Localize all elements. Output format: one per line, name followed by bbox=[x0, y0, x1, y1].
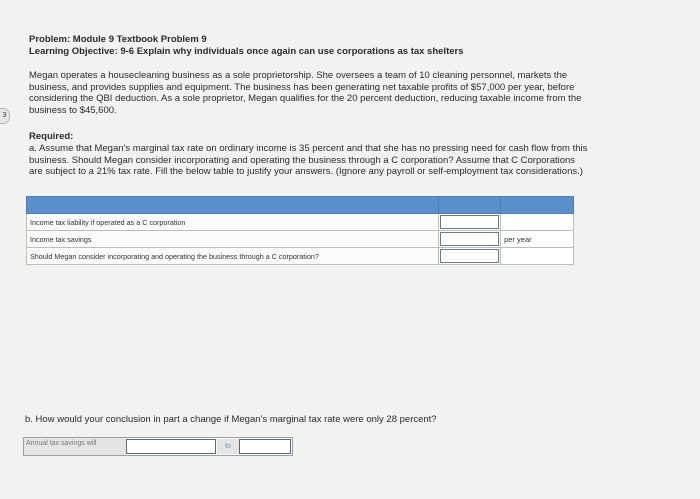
tax-liability-input[interactable] bbox=[440, 215, 499, 229]
table-row bbox=[27, 231, 574, 248]
description-line: considering the QBI deduction. As a sole proprietor, Megan qualifies for the 20 percent deduction, reducing taxable income from the bbox=[29, 93, 582, 104]
learning-objective: Learning Objective: 9-6 Explain why individuals once again can use corporations as tax shelters bbox=[29, 46, 464, 57]
table-row bbox=[27, 248, 574, 265]
part-b-answer-row bbox=[23, 437, 293, 456]
answer-table-a bbox=[26, 196, 574, 265]
connector-to: to bbox=[217, 439, 239, 454]
table-row bbox=[27, 214, 574, 231]
unit-cell bbox=[501, 248, 574, 265]
unit-cell bbox=[501, 214, 574, 231]
row-label: Income tax savings bbox=[27, 231, 439, 248]
side-step-badge: 3 bbox=[0, 108, 10, 124]
description-line: business, and provides supplies and equipment. The business has been generating net taxable profits of $57,000 per year, before bbox=[29, 81, 575, 93]
table-header-row bbox=[27, 197, 574, 214]
incorporate-answer-cell bbox=[439, 248, 501, 265]
row-label: Should Megan consider incorporating and operating the business through a C corporation? bbox=[27, 248, 439, 265]
part-a-instructions bbox=[29, 143, 694, 178]
incorporate-answer-select[interactable] bbox=[440, 249, 499, 263]
part-b-question: b. How would your conclusion in part a change if Megan's marginal tax rate were only 28 percent? bbox=[25, 414, 437, 425]
required-heading: Required: bbox=[29, 131, 74, 142]
header-cell bbox=[27, 197, 439, 214]
tax-savings-input-cell bbox=[439, 231, 501, 248]
tax-liability-input-cell bbox=[439, 214, 501, 231]
problem-description bbox=[29, 70, 689, 116]
part-b-label: Annual tax savings will bbox=[24, 438, 126, 455]
instruction-line: are subject to a 21% tax rate. Fill the below table to justify your answers. (Ignore any payroll or self-employment tax considerations.) bbox=[29, 166, 583, 177]
description-line: business to $45,600. bbox=[29, 104, 117, 116]
savings-amount-input[interactable] bbox=[239, 439, 291, 454]
problem-title: Problem: Module 9 Textbook Problem 9 bbox=[29, 34, 207, 45]
row-label: Income tax liability if operated as a C corporation bbox=[27, 214, 439, 231]
instruction-line: a. Assume that Megan's marginal tax rate on ordinary income is 35 percent and that she has no pressing need for cash flow from this bbox=[29, 143, 588, 154]
unit-cell: per year bbox=[501, 231, 574, 248]
savings-change-select[interactable] bbox=[126, 439, 216, 454]
header-cell bbox=[439, 197, 501, 214]
header-cell bbox=[501, 197, 574, 214]
tax-savings-input[interactable] bbox=[440, 232, 499, 246]
description-line: Megan operates a housecleaning business as a sole proprietorship. She oversees a team of 10 cleaning personnel, markets the bbox=[29, 70, 568, 81]
instruction-line: business. Should Megan consider incorporating and operating the business through a C corporation? Assume that C Corporations bbox=[29, 154, 576, 166]
